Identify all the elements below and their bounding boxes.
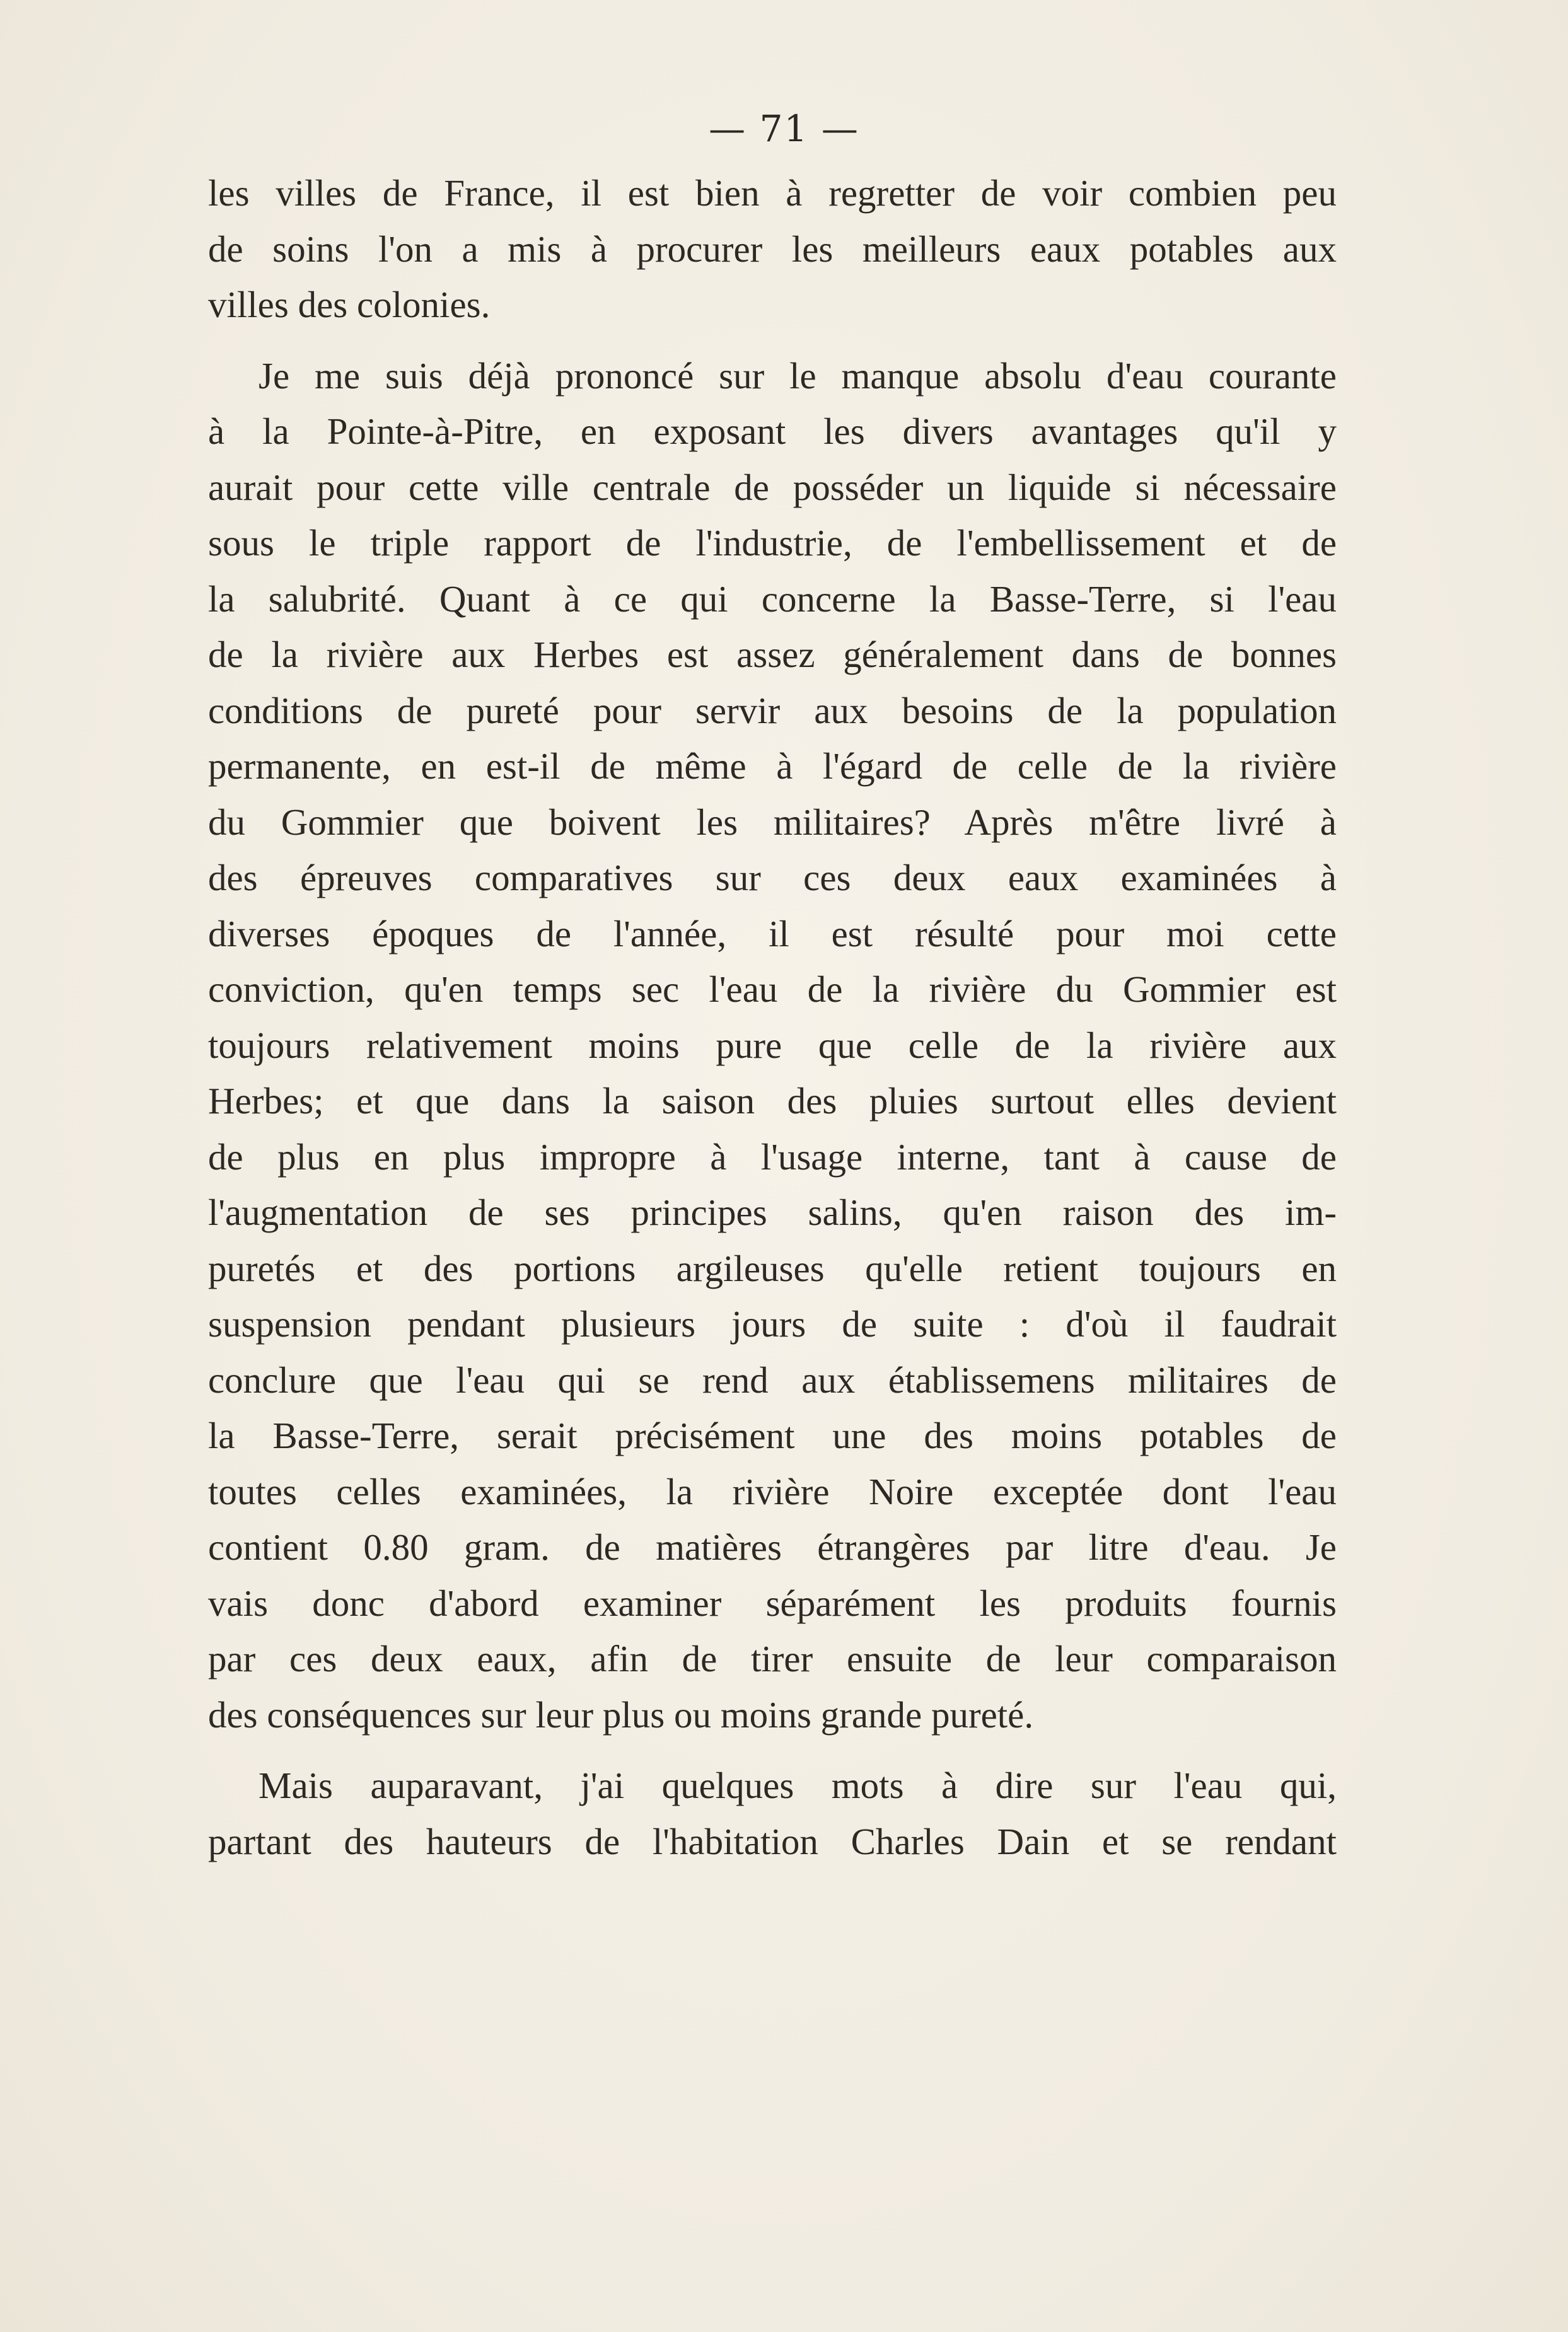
text-line: conviction, qu'en temps sec l'eau de la rivière du Gommier est [208, 968, 1337, 1010]
text-line: toujours relativement moins pure que celle de la rivière aux [208, 1024, 1337, 1066]
text-line: de soins l'on a mis à procurer les meilleurs eaux potables aux [208, 228, 1337, 270]
text-line: conditions de pureté pour servir aux besoins de la population [208, 689, 1337, 731]
text-line: sous le triple rapport de l'industrie, de l'embellissement et de [208, 522, 1337, 564]
text-line: la Basse-Terre, serait précisément une des moins potables de [208, 1415, 1337, 1456]
text-line: conclure que l'eau qui se rend aux établissemens militaires de [208, 1359, 1337, 1401]
text-line: permanente, en est-il de même à l'égard de celle de la rivière [208, 745, 1337, 787]
text-line: du Gommier que boivent les militaires? Après m'être livré à [208, 801, 1337, 843]
text-line: Herbes; et que dans la saison des pluies surtout elles devient [208, 1080, 1337, 1122]
text-line: villes des colonies. [208, 284, 491, 325]
text-line: la salubrité. Quant à ce qui concerne la Basse-Terre, si l'eau [208, 577, 1337, 620]
text-line: des conséquences sur leur plus ou moins grande pureté. [208, 1693, 1034, 1736]
text-line: puretés et des portions argileuses qu'elle retient toujours en [208, 1247, 1337, 1289]
text-line: à la Pointe-à-Pitre, en exposant les divers avantages qu'il y [208, 410, 1337, 452]
text-line: de la rivière aux Herbes est assez généralement dans de bonnes [208, 634, 1337, 675]
page-number: — 71 — [709, 107, 859, 150]
text-line: par ces deux eaux, afin de tirer ensuite de leur comparaison [208, 1638, 1337, 1679]
text-line: Mais auparavant, j'ai quelques mots à dire sur l'eau qui, [258, 1765, 1337, 1806]
text-line: partant des hauteurs de l'habitation Charles Dain et se rendant [208, 1820, 1337, 1862]
text-line: vais donc d'abord examiner séparément les produits fournis [208, 1582, 1337, 1624]
text-line: des épreuves comparatives sur ces deux eaux examinées à [208, 857, 1337, 898]
body-text [208, 165, 1337, 1869]
text-line: toutes celles examinées, la rivière Noire exceptée dont l'eau [208, 1470, 1337, 1512]
text-line: suspension pendant plusieurs jours de suite : d'où il faudrait [208, 1303, 1337, 1345]
paragraph-gap [208, 333, 1337, 348]
text-line: diverses époques de l'année, il est résulté pour moi cette [208, 912, 1337, 954]
text-line: l'augmentation de ses principes salins, qu'en raison des im- [208, 1192, 1337, 1233]
text-line: aurait pour cette ville centrale de posséder un liquide si nécessaire [208, 466, 1337, 508]
text-line: contient 0.80 gram. de matières étrangères par litre d'eau. Je [208, 1526, 1337, 1568]
text-line: Je me suis déjà prononcé sur le manque absolu d'eau courante [258, 354, 1337, 397]
text-line: de plus en plus impropre à l'usage interne, tant à cause de [208, 1135, 1337, 1178]
text-line: les villes de France, il est bien à regretter de voir combien peu [208, 172, 1337, 214]
paragraph-gap [208, 1743, 1337, 1758]
